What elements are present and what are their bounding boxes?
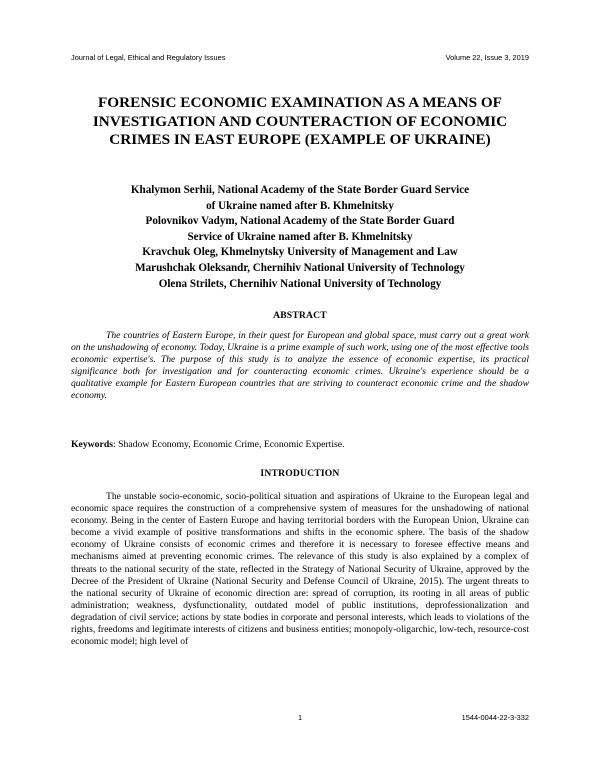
author-line: Kravchuk Oleg, Khmelnytsky University of Management and Law [142, 246, 458, 259]
paper-title: FORENSIC ECONOMIC EXAMINATION AS A MEANS OF INVESTIGATION AND COUNTERACTION OF ECONOMIC CRIMES IN EAST EUROPE (EXAMPLE OF UKRAINE) [92, 94, 508, 149]
page-number: 1 [297, 713, 303, 722]
author-line: Service of Ukraine named after B. Khmelnitsky [187, 230, 413, 243]
introduction-text: The unstable socio-economic, socio-political situation and aspirations of Ukraine to the European legal and economic space requires the construction of a comprehensive system of measures for the unshadowing of national economy. Being in the center of Eastern Europe and having territorial borders with the European Union, Ukraine can become a vivid example of positive transformations and shifts in the economic sphere. The basis of the shadow economy of Ukraine consists of economic crimes and therefore it is necessary to foresee effective means and mechanisms aimed at preventing economic crimes. The relevance of this study is also explained by a complex of threats to the national security of the state, reflected in the Strategy of National Security of Ukraine, approved by the Decree of the President of Ukraine (National Security and Defense Council of Ukraine, 2015). The urgent threats to the national security of Ukraine of economic direction are: spread of corruption, its rooting in all areas of public administration; weakness, dysfunctionality, outdated model of public institutions, deprofessionalization and degradation of civil service; actions by state bodies in corporate and personal interests, which leads to violations of the rights, freedoms and legitimate interests of citizens and business entities; monopoly-oligarchic, low-tech, resource-cost economic model; high level of [71, 491, 529, 648]
author-line: Olena Strilets, Chernihiv National University of Technology [158, 277, 442, 290]
author-line: Polovnikov Vadym, National Academy of the State Border Guard [145, 215, 455, 228]
journal-name: Journal of Legal, Ethical and Regulatory Issues [71, 53, 226, 62]
author-line: Marushchak Oleksandr, Chernihiv National University of Technology [135, 261, 465, 274]
volume-issue: Volume 22, Issue 3, 2019 [445, 53, 529, 62]
author-list [70, 183, 530, 292]
author-line: of Ukraine named after B. Khmelnitsky [206, 199, 394, 212]
author-line: Khalymon Serhii, National Academy of the State Border Guard Service [130, 184, 470, 196]
abstract-text: The countries of Eastern Europe, in their quest for European and global space, must carry out a great work on the unshadowing of economy. Today, Ukraine is a prime example of such work, using one of the most effective tools economic expertise's. The purpose of this study is to analyze the essence of economic expertise, its practical significance both for investigation and for counteracting economic crimes. Ukraine's experience should be a qualitative example for Eastern European countries that are striving to counteract economic crime and the shadow economy. [71, 330, 529, 402]
keywords-label: Keywords [71, 439, 113, 450]
running-header [71, 53, 529, 62]
keywords-list: : Shadow Economy, Economic Crime, Economic Expertise. [112, 439, 345, 450]
abstract-heading: ABSTRACT [273, 310, 327, 321]
document-id: 1544-0044-22-3-332 [461, 713, 529, 722]
introduction-heading: INTRODUCTION [260, 468, 340, 479]
keywords [71, 439, 529, 451]
